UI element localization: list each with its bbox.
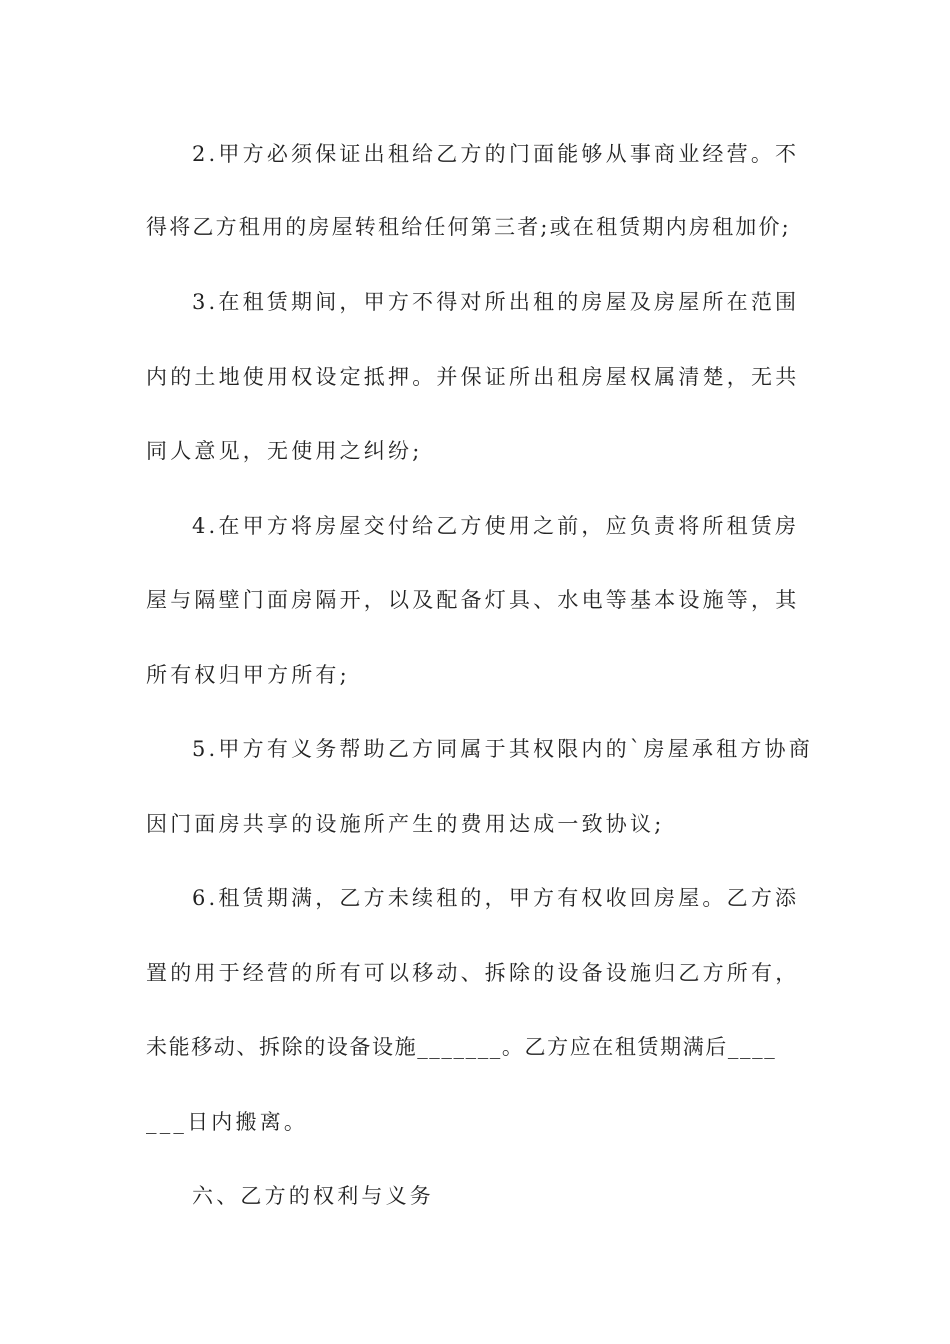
paragraph-line: 同人意见，无使用之纠纷; [146, 439, 423, 463]
paragraph-line: 因门面房共享的设施所产生的费用达成一致协议; [146, 812, 665, 836]
paragraph-line: 6.租赁期满，乙方未续租的，甲方有权收回房屋。乙方添 [192, 886, 800, 910]
paragraph-line: 置的用于经营的所有可以移动、拆除的设备设施归乙方所有， [146, 961, 800, 985]
paragraph-line: 屋与隔壁门面房隔开，以及配备灯具、水电等基本设施等，其 [146, 588, 800, 612]
paragraph-line: 4.在甲方将房屋交付给乙方使用之前，应负责将所租赁房 [192, 514, 800, 538]
paragraph-line: 5.甲方有义务帮助乙方同属于其权限内的`房屋承租方协商 [192, 737, 813, 761]
paragraph-line: 2.甲方必须保证出租给乙方的门面能够从事商业经营。不 [192, 142, 800, 166]
paragraph-line: 未能移动、拆除的设备设施_______。乙方应在租赁期满后____ [146, 1035, 777, 1059]
section-heading: 六、乙方的权利与义务 [192, 1184, 434, 1208]
paragraph-line: 得将乙方租用的房屋转租给任何第三者;或在租赁期内房租加价; [146, 215, 791, 239]
paragraph-line: ___日内搬离。 [146, 1110, 309, 1134]
paragraph-line: 所有权归甲方所有; [146, 663, 350, 687]
paragraph-line: 3.在租赁期间，甲方不得对所出租的房屋及房屋所在范围 [192, 290, 800, 314]
paragraph-line: 内的土地使用权设定抵押。并保证所出租房屋权属清楚，无共 [146, 365, 800, 389]
